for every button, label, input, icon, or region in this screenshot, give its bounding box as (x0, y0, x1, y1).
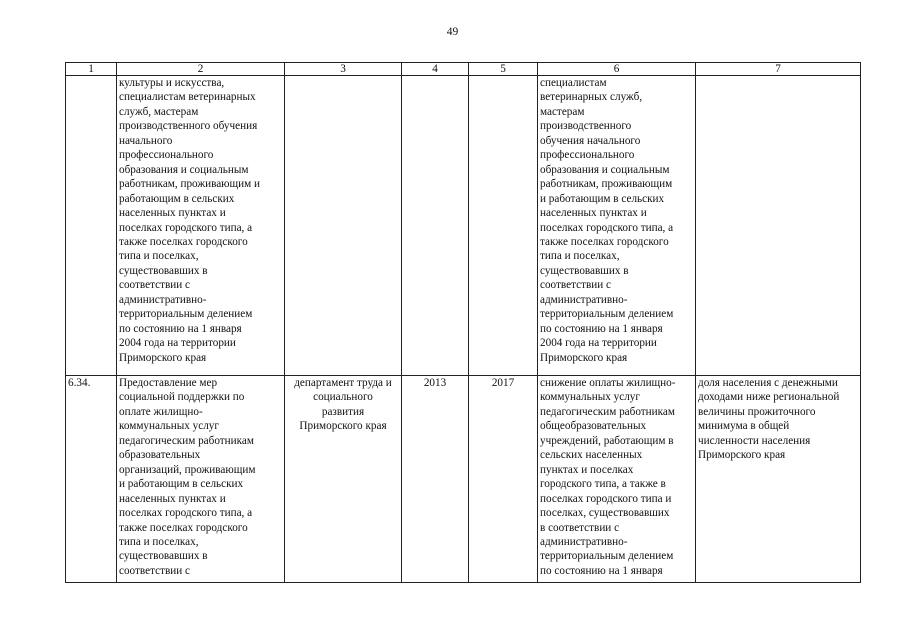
column-header-2: 2 (117, 63, 285, 76)
end-year-cell: 2017 (469, 376, 538, 583)
column-header-3: 3 (285, 63, 402, 76)
measure-number-cell (66, 76, 117, 376)
column-number-row (66, 63, 861, 76)
table-row (66, 76, 861, 376)
indicator-cell: доля населения с денежными доходами ниже региональной величины прожиточного минимума в общей численности населения Приморского края (696, 376, 861, 583)
executor-cell: департамент труда и социального развития Приморского края (285, 376, 402, 583)
expected-result-cell: специалистам ветеринарных служб, мастерам производственного обучения начального профессионального образования и социальным работникам, проживающим и работающим в сельских населенных пунктах и поселках городского типа, а также поселках городского типа и поселках, существовавших в соответствии с административно- территориальным делением по состоянию на 1 января 2004 года на территории Приморского края (538, 76, 696, 376)
executor-cell (285, 76, 402, 376)
column-header-7: 7 (696, 63, 861, 76)
start-year-cell (402, 76, 469, 376)
program-measures-table (65, 62, 861, 583)
expected-result-cell: снижение оплаты жилищно- коммунальных услуг педагогическим работникам общеобразовательных учреждений, работающим в сельских населенных пунктах и поселках городского типа, а также в поселках городского типа и поселках, существовавших в соответствии с административно- территориальным делением по состоянию на 1 января (538, 376, 696, 583)
indicator-cell (696, 76, 861, 376)
column-header-4: 4 (402, 63, 469, 76)
page-number: 49 (446, 26, 459, 38)
column-header-1: 1 (66, 63, 117, 76)
measure-name-cell: Предоставление мер социальной поддержки по оплате жилищно- коммунальных услуг педагогическим работникам образовательных организаций, проживающим и работающим в сельских населенных пунктах и поселках городского типа, а также поселках городского типа и поселках, существовавших в соответствии с (117, 376, 285, 583)
start-year-cell: 2013 (402, 376, 469, 583)
column-header-5: 5 (469, 63, 538, 76)
measure-name-cell: культуры и искусства, специалистам ветеринарных служб, мастерам производственного обучения начального профессионального образования и социальным работникам, проживающим и работающим в сельских населенных пунктах и поселках городского типа, а также поселках городского типа и поселках, существовавших в соответствии с административно- территориальным делением по состоянию на 1 января 2004 года на территории Приморского края (117, 76, 285, 376)
measure-number-cell: 6.34. (66, 376, 117, 583)
end-year-cell (469, 76, 538, 376)
column-header-6: 6 (538, 63, 696, 76)
table-row (66, 376, 861, 583)
